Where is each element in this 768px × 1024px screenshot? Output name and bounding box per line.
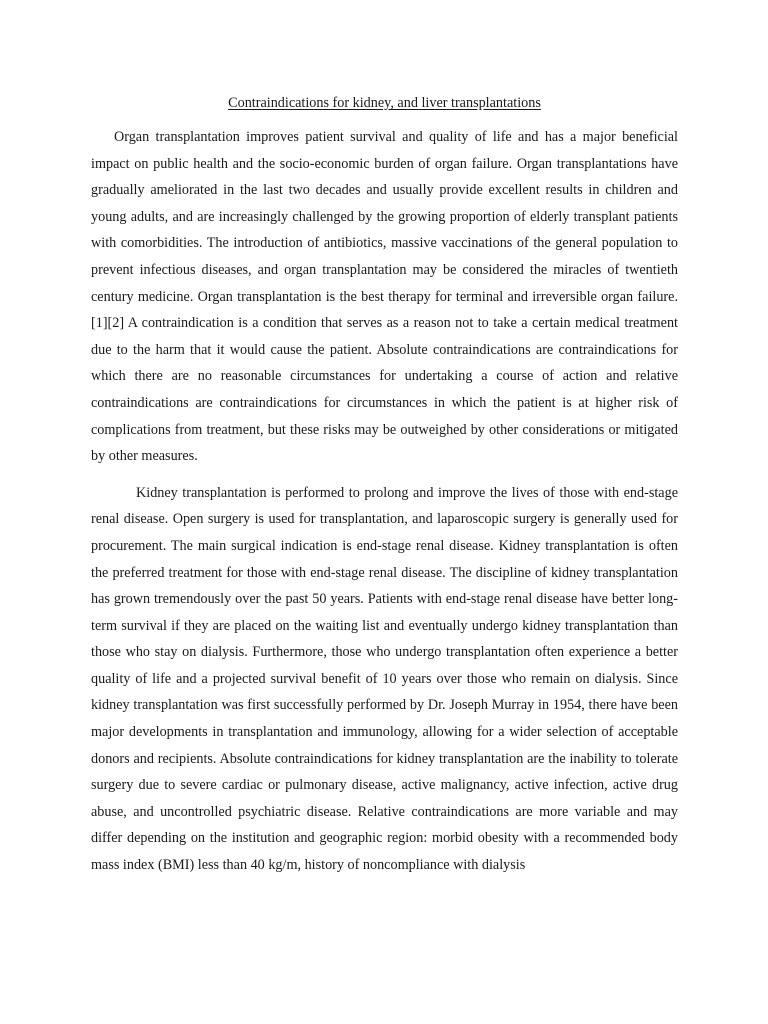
document-title: Contraindications for kidney, and liver transplantations	[228, 95, 541, 111]
paragraph-organ-transplantation: Organ transplantation improves patient survival and quality of life and has a major beneficial impact on public health and the socio-economic burden of organ failure. Organ transplantations have gradually ameliorated in the last two decades and usually provide excellent results in children and young adults, and are increasingly challenged by the growing proportion of elderly transplant patients with comorbidities. The introduction of antibiotics, massive vaccinations of the general population to prevent infectious diseases, and organ transplantation may be considered the miracles of twentieth century medicine. Organ transplantation is the best therapy for terminal and irreversible organ failure. [1][2] A contraindication is a condition that serves as a reason not to take a certain medical treatment due to the harm that it would cause the patient. Absolute contraindications are contraindications for which there are no reasonable circumstances for undertaking a course of action and relative contraindications are contraindications for circumstances in which the patient is at higher risk of complications from treatment, but these risks may be outweighed by other considerations or mitigated by other measures.	[91, 129, 678, 465]
document-page	[91, 92, 678, 879]
paragraph-kidney-transplantation: Kidney transplantation is performed to prolong and improve the lives of those with end-stage renal disease. Open surgery is used for transplantation, and laparoscopic surgery is generally used for procurement. The main surgical indication is end-stage renal disease. Kidney transplantation is often the preferred treatment for those with end-stage renal disease. The discipline of kidney transplantation has grown tremendously over the past 50 years. Patients with end-stage renal disease have better long-term survival if they are placed on the waiting list and eventually undergo kidney transplantation than those who stay on dialysis. Furthermore, those who undergo transplantation often experience a better quality of life and a projected survival benefit of 10 years over those who remain on dialysis. Since kidney transplantation was first successfully performed by Dr. Joseph Murray in 1954, there have been major developments in transplantation and immunology, allowing for a wider selection of acceptable donors and recipients. Absolute contraindications for kidney transplantation are the inability to tolerate surgery due to severe cardiac or pulmonary disease, active malignancy, active infection, active drug abuse, and uncontrolled psychiatric disease. Relative contraindications are more variable and may differ depending on the institution and geographic region: morbid obesity with a recommended body mass index (BMI) less than 40 kg/m, history of noncompliance with dialysis	[91, 484, 678, 874]
